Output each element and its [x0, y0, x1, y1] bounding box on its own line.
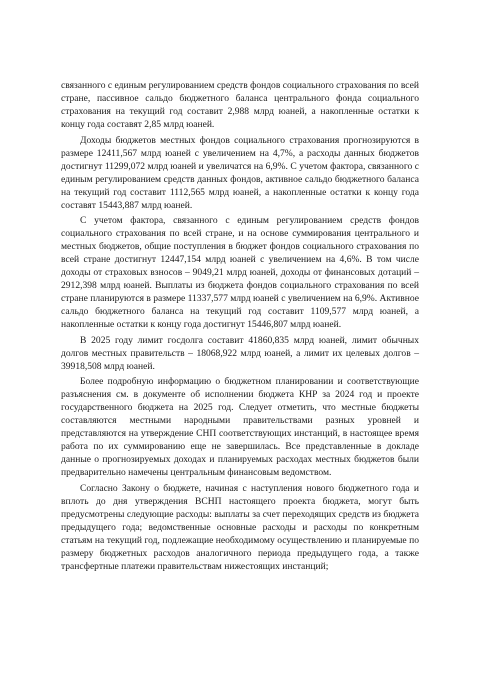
paragraph-budget-law: Согласно Закону о бюджете, начиная с наступления нового бюджетного года и вплоть до дня утверждения ВСНП настоящего проекта бюджета, могут быть предусмотрены следующие расходы: выплаты за счет переходящих средств из бюджета предыдущего года; ведомственные основные расходы и расходы по конкретным статьям на текущий год, подлежащие необходимому осуществлению и планируемые по размеру бюджетных расходов аналогичного периода предыдущего года, а также трансфертные платежи правительствам нижестоящих инстанций;: [61, 482, 419, 572]
paragraph-continuation: связанного с единым регулированием средств фондов социального страхования по всей стране, пассивное сальдо бюджетного баланса центрального фонда социального страхования на текущий год составит 2,988 млрд юаней, а накопленные остатки к концу года составят 2,85 млрд юаней.: [61, 80, 419, 130]
paragraph-debt-limits: В 2025 году лимит госдолга составит 41860,835 млрд юаней, лимит обычных долгов местных правительств – 18068,922 млрд юаней, а лимит их целевых долгов – 39918,508 млрд юаней.: [61, 334, 419, 372]
document-body: [61, 79, 419, 576]
paragraph-local-funds: Доходы бюджетов местных фондов социального страхования прогнозируются в размере 12411,567 млрд юаней с увеличением на 4,7%, а расходы данных бюджетов достигнут 11299,072 млрд юаней и увеличатся на 6,9%. С учетом фактора, связанного с единым регулированием средств данных фондов, активное сальдо бюджетного баланса на текущий год составит 1112,565 млрд юаней, а накопленные остатки к концу года составят 15443,887 млрд юаней.: [61, 134, 419, 211]
paragraph-details: Более подробную информацию о бюджетном планировании и соответствующие разъяснения см. в документе об исполнении бюджета КНР за 2024 год и проекте государственного бюджета на 2025 год. Следует отметить, что местные бюджеты составляются местными народными правительствами разных уровней и представляются на утверждение СНП соответствующих инстанций, в настоящее время работа по их суммированию еще не завершилась. Все представленные в докладе данные о прогнозируемых доходах и планируемых расходах местных бюджетов были предварительно намечены центральным финансовым ведомством.: [61, 376, 419, 479]
paragraph-national-funds: С учетом фактора, связанного с единым регулированием средств фондов социального страхования по всей стране, и на основе суммирования центрального и местных бюджетов, общие поступления в бюджет фондов социального страхования по всей стране достигнут 12447,154 млрд юаней с увеличением на 4,6%. В том числе доходы от страховых взносов – 9049,21 млрд юаней, доходы от финансовых дотаций – 2912,398 млрд юаней. Выплаты из бюджета фондов социального страхования по всей стране планируются в размере 11337,577 млрд юаней с увеличением на 6,9%. Активное сальдо бюджетного баланса на текущий год составит 1109,577 млрд юаней, а накопленные остатки к концу года достигнут 15446,807 млрд юаней.: [61, 215, 419, 331]
